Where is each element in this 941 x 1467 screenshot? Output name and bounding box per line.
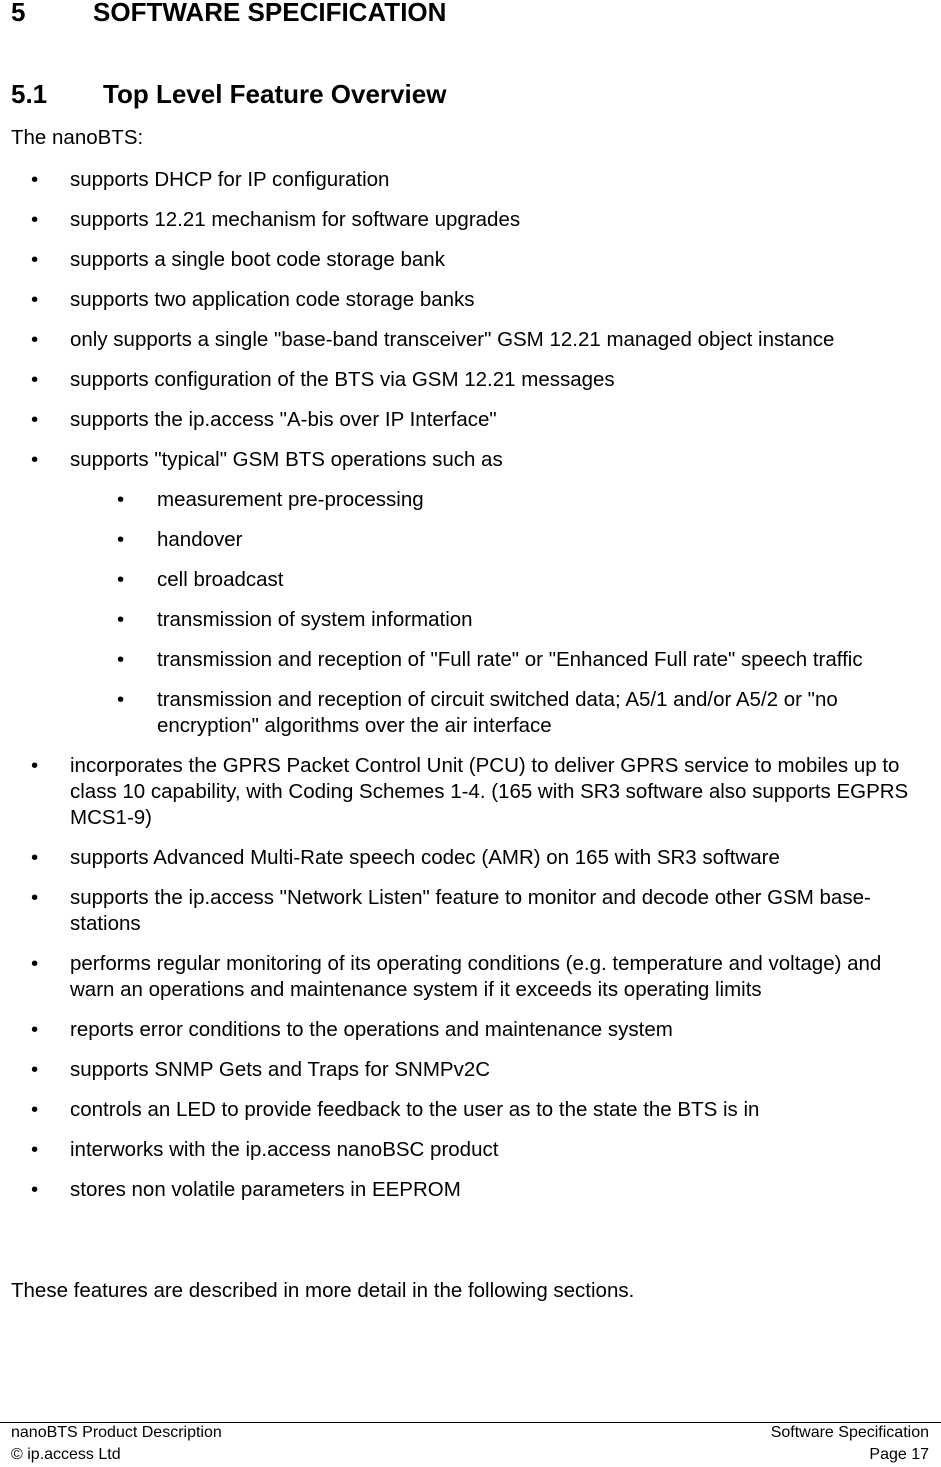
list-item [0,647,941,673]
list-item-text: supports 12.21 mechanism for software upgrades [70,208,521,231]
list-item-text: cell broadcast [157,568,284,591]
bullet-mark: • [31,886,39,909]
bullet-mark: • [31,1178,39,1201]
bullet-mark: • [31,448,39,471]
list-item-text: supports Advanced Multi-Rate speech codec (AMR) on 165 with SR3 software [70,846,780,869]
list-item [0,287,941,313]
footer-divider [0,1422,941,1423]
list-item [0,327,941,353]
list-item [0,951,941,1003]
list-item-text: incorporates the GPRS Packet Control Unit (PCU) to deliver GPRS service to mobiles up to class 10 capability, with Coding Schemes 1-4. (165 with SR3 software also supports EGPRS MCS1-9) [70,754,909,829]
footer-page-number: Page 17 [869,1446,929,1463]
subsection-heading [11,79,446,110]
list-item-text: supports a single boot code storage bank [70,248,445,271]
list-item-text: measurement pre-processing [157,488,424,511]
bullet-mark: • [31,1098,39,1121]
list-item [0,687,941,739]
bullet-mark: • [31,288,39,311]
list-item [0,567,941,593]
list-item-text: supports DHCP for IP configuration [70,168,390,191]
list-item [0,1097,941,1123]
list-item-text: reports error conditions to the operations and maintenance system [70,1018,673,1041]
section-number: 5 [11,0,26,27]
list-item [0,885,941,937]
list-item-text: handover [157,528,243,551]
list-item [0,845,941,871]
closing-text: These features are described in more detail in the following sections. [11,1279,635,1302]
list-item [0,247,941,273]
subsection-number: 5.1 [11,79,48,109]
list-item [0,407,941,433]
list-item [0,1057,941,1083]
bullet-mark: • [31,248,39,271]
list-item [0,1017,941,1043]
list-item-text: interworks with the ip.access nanoBSC product [70,1138,499,1161]
list-item [0,607,941,633]
footer-doc-title: nanoBTS Product Description [11,1424,222,1441]
list-item-text: supports the ip.access "A-bis over IP Interface" [70,408,497,431]
footer-copyright: © ip.access Ltd [11,1446,121,1463]
bullet-mark: • [31,1018,39,1041]
list-item [0,367,941,393]
bullet-mark: • [31,328,39,351]
list-item [0,207,941,233]
list-item-text: transmission of system information [157,608,473,631]
bullet-mark: • [31,208,39,231]
bullet-mark: • [117,648,125,671]
list-item [0,167,941,193]
bullet-mark: • [117,488,125,511]
list-item [0,487,941,513]
bullet-mark: • [31,1138,39,1161]
bullet-mark: • [31,1058,39,1081]
list-item-text: controls an LED to provide feedback to the user as to the state the BTS is in [70,1098,760,1121]
list-item-text: supports SNMP Gets and Traps for SNMPv2C [70,1058,491,1081]
bullet-mark: • [31,408,39,431]
bullet-mark: • [31,846,39,869]
footer-section-name: Software Specification [770,1424,929,1441]
section-heading [11,0,446,28]
intro-text: The nanoBTS: [11,126,144,149]
subsection-title: Top Level Feature Overview [103,79,447,109]
section-title: SOFTWARE SPECIFICATION [93,0,447,27]
list-item-text: only supports a single "base-band transceiver" GSM 12.21 managed object instance [70,328,835,351]
list-item [0,447,941,473]
list-item [0,1137,941,1163]
bullet-mark: • [117,528,125,551]
feature-list [0,167,941,1217]
list-item [0,527,941,553]
bullet-mark: • [117,608,125,631]
bullet-mark: • [117,568,125,591]
list-item-text: supports the ip.access "Network Listen" feature to monitor and decode other GSM base-stations [70,886,871,935]
list-item-text: supports "typical" GSM BTS operations such as [70,448,503,471]
bullet-mark: • [117,688,125,711]
list-item-text: supports two application code storage banks [70,288,475,311]
list-item-text: supports configuration of the BTS via GSM 12.21 messages [70,368,615,391]
bullet-mark: • [31,952,39,975]
list-item [0,753,941,831]
list-item [0,1177,941,1203]
bullet-mark: • [31,168,39,191]
bullet-mark: • [31,754,39,777]
list-item-text: transmission and reception of "Full rate" or "Enhanced Full rate" speech traffic [157,648,863,671]
bullet-mark: • [31,368,39,391]
list-item-text: transmission and reception of circuit switched data; A5/1 and/or A5/2 or "no encryption" algorithms over the air interface [157,688,838,737]
list-item-text: performs regular monitoring of its operating conditions (e.g. temperature and voltage) and warn an operations and maintenance system if it exceeds its operating limits [70,952,882,1001]
list-item-text: stores non volatile parameters in EEPROM [70,1178,461,1201]
